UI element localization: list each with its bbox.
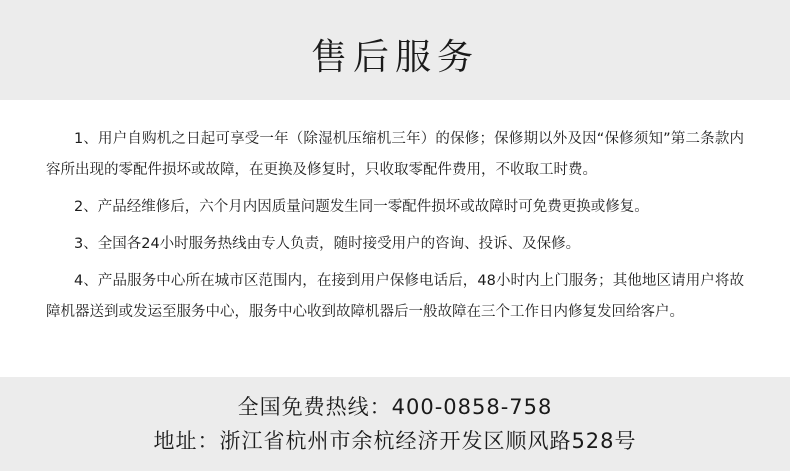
service-term-paragraph: 4、产品服务中心所在城市区范围内，在接到用户保修电话后，48小时内上门服务；其他地区请用户将故障机器送到或发运至服务中心，服务中心收到故障机器后一般故障在三个工作日内修复发回给客户。 [46, 273, 744, 320]
service-terms-body [0, 100, 790, 369]
hotline-text: 全国免费热线：400-0858-758 [237, 395, 553, 419]
address-text: 地址：浙江省杭州市余杭经济开发区顺风路528号 [153, 429, 637, 453]
service-term-paragraph: 2、产品经维修后，六个月内因质量问题发生同一零配件损坏或故障时可免费更换或修复。 [74, 199, 649, 215]
page-title: 售后服务 [310, 36, 479, 78]
service-term-paragraph: 3、全国各24小时服务热线由专人负责，随时接受用户的咨询、投诉、及保修。 [74, 236, 581, 252]
service-term-paragraph: 1、用户自购机之日起可享受一年（除湿机压缩机三年）的保修；保修期以外及因“保修须知”第二条款内容所出现的零配件损坏或故障，在更换及修复时，只收取零配件费用，不收取工时费。 [46, 131, 744, 178]
contact-footer [0, 377, 790, 471]
title-band [0, 8, 790, 100]
top-divider-band [0, 0, 790, 8]
